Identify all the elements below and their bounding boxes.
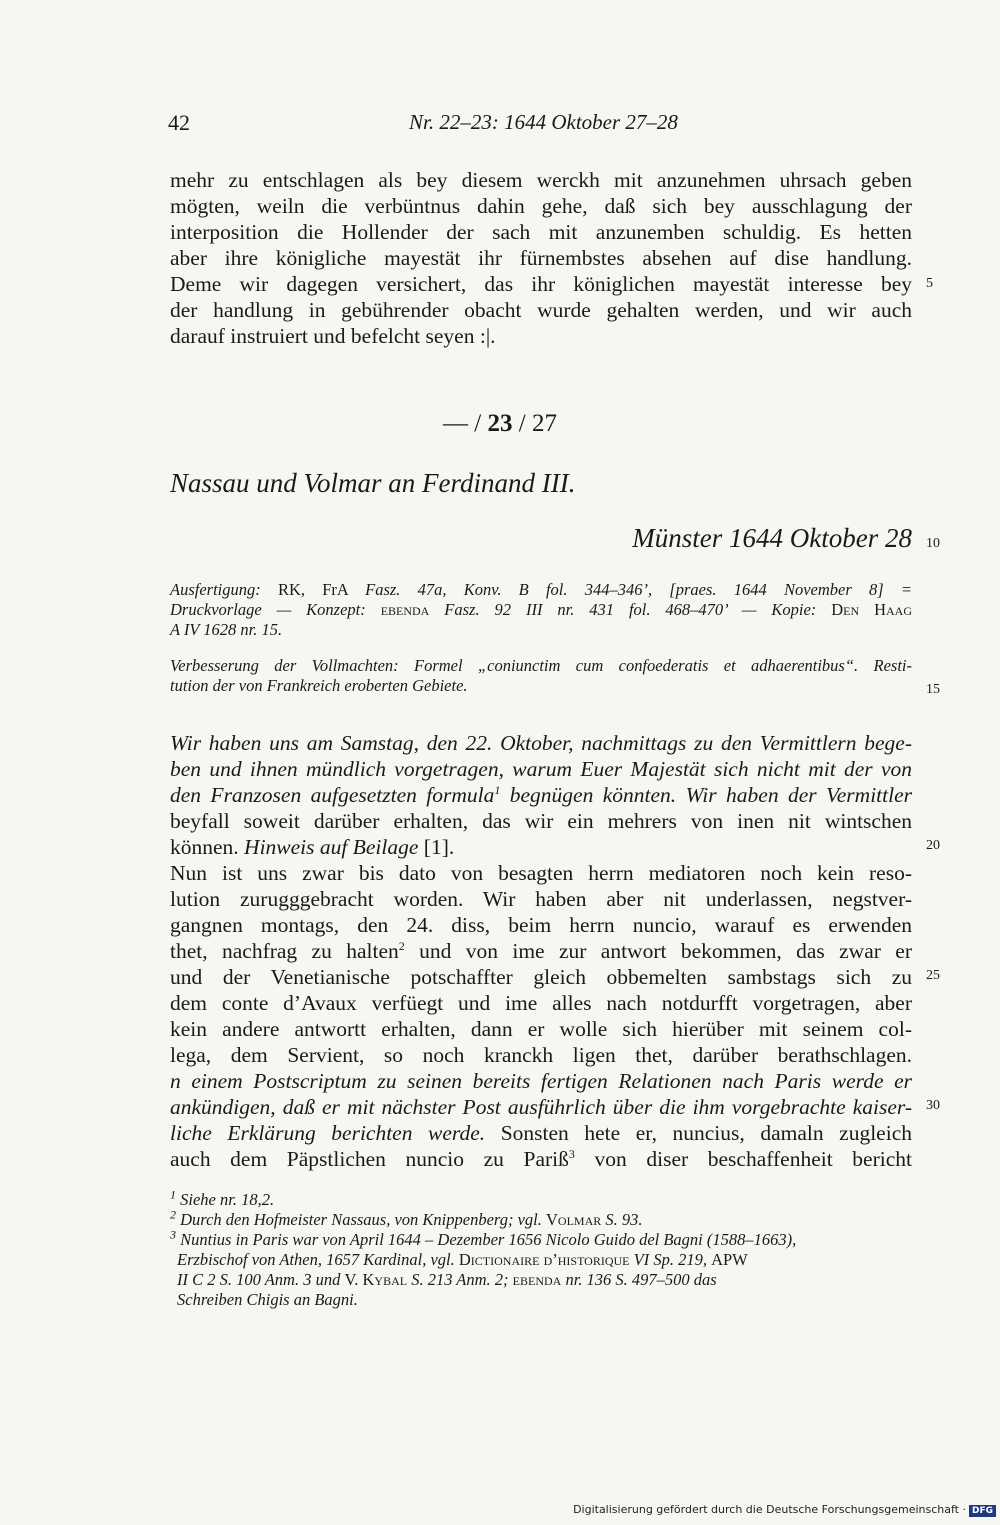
text-line: den Franzosen aufgesetzten formula$^1$ begnügen könnten. Wir haben der Vermittler	[170, 782, 912, 807]
footnotes: $^1$ Siehe nr. 18,2. $^2$ Durch den Hofmeister Nassaus, von Knippenberg; vgl. Volmar S. 93. $^3$ Nuntius in Paris war von April 1644 – Dezember 1656 Nicolo Guido del Bagni (1588–1663), Erzbischof von Athen, 1657 Kardinal, vgl. Dictionaire d’historique VI Sp. 219, APW II C 2 S. 100 Anm. 3 und V. Kybal S. 213 Anm. 2; ebenda nr. 136 S. 497–500 das Schreiben Chigis an Bagni.	[170, 1190, 912, 1310]
text-line: beyfall soweit darüber erhalten, das wir ein mehrers von inen nit wintschen	[170, 809, 912, 833]
text-line: können. Hinweis auf Beilage [1].	[170, 835, 455, 859]
text-line: mögten, weiln die verbüntnus dahin gehe, daß sich bey ausschlagung der	[170, 194, 912, 218]
text-line: mehr zu entschlagen als bey diesem werckh mit anzunehmen uhrsach geben	[170, 168, 912, 192]
text-line: ankündigen, daß er mit nächster Post ausführlich über die ihm vorgebrachte kaiser-	[170, 1095, 912, 1119]
text-line: Nun ist uns zwar bis dato von besagten herrn mediatoren noch kein reso-	[170, 861, 912, 885]
document-text	[170, 730, 912, 1172]
line-number: 10	[926, 536, 940, 551]
source-note: Ausfertigung: RK, FrA Fasz. 47a, Konv. B fol. 344–346’, [praes. 1644 November 8] = Druckvorlage — Konzept: ebenda Fasz. 92 III nr. 431 fol. 468–470’ — Kopie: Den Haag A IV 1628 nr. 15.	[170, 580, 912, 639]
line-number: 5	[926, 276, 933, 291]
dfg-logo-icon: DFG	[969, 1505, 996, 1517]
regest: Verbesserung der Vollmachten: Formel „coniunctim cum confoederatis et adhaerentibus“. Resti- tution der von Frankreich eroberten Gebiete.	[170, 656, 912, 695]
document-number-value: 23	[487, 410, 513, 437]
running-title: Nr. 22–23: 1644 Oktober 27–28	[409, 110, 678, 134]
text-line: und der Venetianische potschaffter gleich obbemelten sambstags sich zu	[170, 965, 912, 989]
document-number: — / 23 / 27	[443, 410, 557, 437]
text-line: lution zurugggebracht worden. Wir haben aber nit underlassen, negstver-	[170, 887, 912, 911]
text-line: gangnen montags, den 24. diss, beim herrn nuncio, warauf es erwenden	[170, 913, 912, 937]
document-place-date: Münster 1644 Oktober 28	[632, 523, 912, 553]
line-number: 30	[926, 1098, 940, 1113]
text-line: der handlung in gebührender obacht wurde gehalten werden, und wir auch	[170, 298, 912, 322]
text-line: auch dem Päpstlichen nuncio zu Pariß$^3$ von diser beschaffenheit bericht	[170, 1146, 912, 1171]
dfg-footer: Digitalisierung gefördert durch die Deutsche Forschungsgemeinschaft · DFG	[573, 1503, 1000, 1525]
line-number: 25	[926, 968, 940, 983]
text-line: liche Erklärung berichten werde. Sonsten hete er, nuncius, damaln zugleich	[170, 1121, 912, 1145]
text-line: interposition die Hollender der sach mit anzunemben schuldig. Es hetten	[170, 220, 912, 244]
text-line: ben und ihnen mündlich vorgetragen, warum Euer Majestät sich nicht mit der von	[170, 757, 912, 781]
text-line: aber ihre königliche mayestät ihr fürnembstes absehen auf dise handlung.	[170, 246, 912, 270]
footnote: $^2$ Durch den Hofmeister Nassaus, von Knippenberg; vgl. Volmar S. 93.	[170, 1207, 643, 1229]
page-number: 42	[168, 110, 190, 135]
text-line: darauf instruiert und befelcht seyen :|.	[170, 324, 496, 348]
footnote: $^1$ Siehe nr. 18,2.	[170, 1187, 275, 1209]
line-number: 20	[926, 838, 940, 853]
document-title: Nassau und Volmar an Ferdinand III.	[170, 468, 576, 498]
text-line: kein andere antwortt erhalten, dann er wolle sich hierüber mit seinem col-	[170, 1017, 912, 1041]
text-line: n einem Postscriptum zu seinen bereits fertigen Relationen nach Paris werde er	[170, 1069, 912, 1093]
line-number: 15	[926, 682, 940, 697]
text-line: Deme wir dagegen versichert, das ihr königlichen mayestät interesse bey	[170, 272, 912, 296]
text-line: thet, nachfrag zu halten$^2$ und von ime zur antwort bekommen, das zwar er	[170, 938, 912, 963]
text-line: Wir haben uns am Samstag, den 22. Oktober, nachmittags zu den Vermittlern bege-	[170, 731, 912, 755]
previous-document-text	[170, 167, 912, 349]
footnote: $^3$ Nuntius in Paris war von April 1644 – Dezember 1656 Nicolo Guido del Bagni (1588–1663),	[170, 1227, 797, 1249]
text-line: lega, dem Servient, so noch kranckh ligen thet, darüber berathschlagen.	[170, 1043, 912, 1067]
text-line: dem conte d’Avaux verfüegt und ime alles nach notdurfft vorgetragen, aber	[170, 991, 912, 1015]
